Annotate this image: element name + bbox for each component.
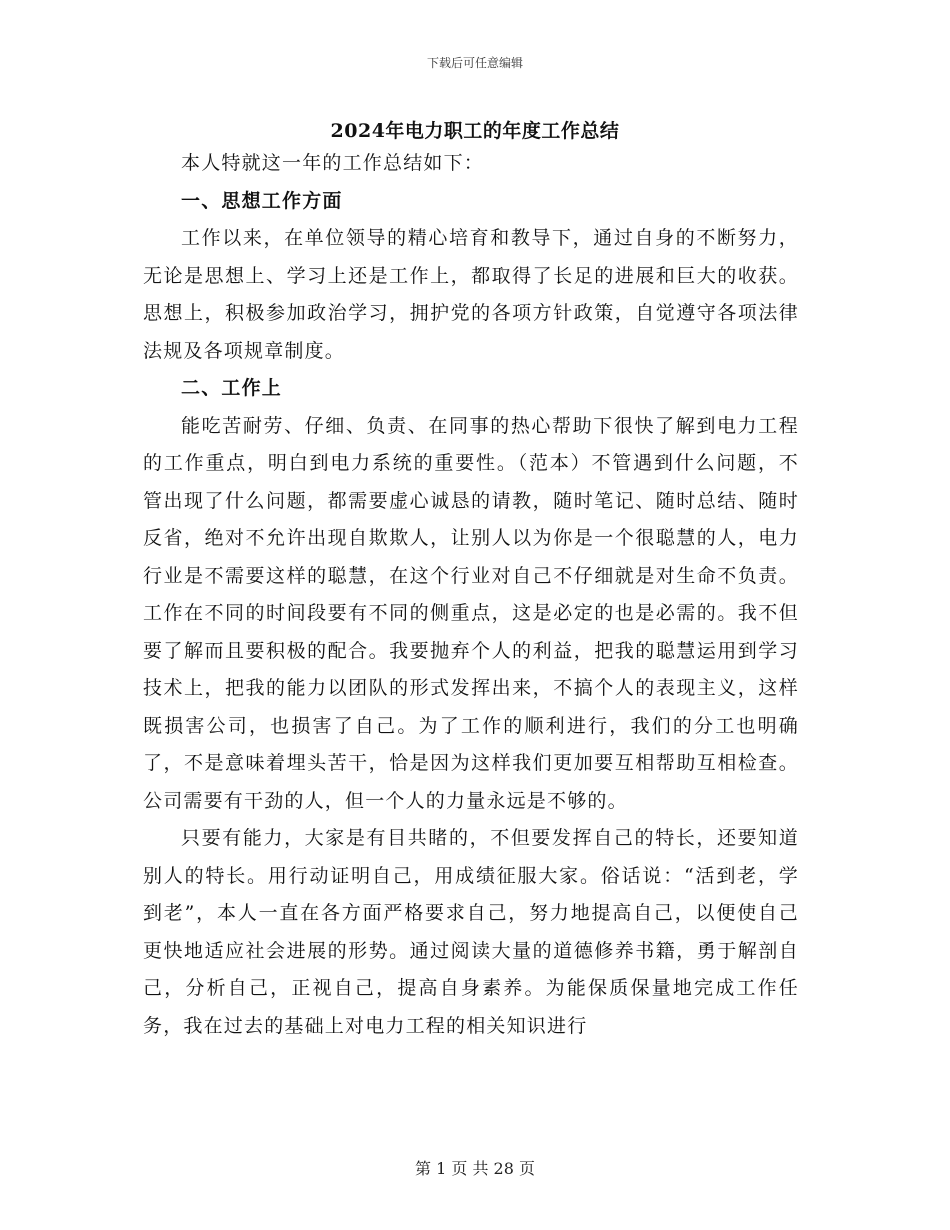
paragraph-thought: 工作以来，在单位领导的精心培育和教导下，通过自身的不断努力，无论是思想上、学习上还是工作上，都取得了长足的进展和巨大的收获。思想上，积极参加政治学习，拥护党的各项方针政策，自觉遵守各项法律法规及各项规章制度。 [143,227,799,362]
page-footer: 第 1 页 共 28 页 [415,1159,535,1178]
section-heading-thought: 一、思想工作方面 [181,189,343,212]
section-heading-work: 二、工作上 [181,377,283,399]
document-title: 2024年电力职工的年度工作总结 [330,120,620,142]
intro-paragraph: 本人特就这一年的工作总结如下： [181,152,485,174]
paragraph-work-1: 能吃苦耐劳、仔细、负责、在同事的热心帮助下很快了解到电力工程的工作重点，明白到电力系统的重要性。（范本）不管遇到什么问题，不管出现了什么问题，都需要虚心诚恳的请教，随时笔记、随时总结、随时反省，绝对不允许出现自欺欺人，让别人以为你是一个很聪慧的人，电力行业是不需要这样的聪慧，在这个行业对自己不仔细就是对生命不负责。工作在不同的时间段要有不同的侧重点，这是必定的也是必需的。我不但要了解而且要积极的配合。我要抛弃个人的利益，把我的聪慧运用到学习技术上，把我的能力以团队的形式发挥出来，不搞个人的表现主义，这样既损害公司，也损害了自己。为了工作的顺利进行，我们的分工也明确了，不是意味着埋头苦干，恰是因为这样我们更加要互相帮助互相检查。公司需要有干劲的人，但一个人的力量永远是不够的。 [143,414,799,812]
paragraph-work-2: 只要有能力，大家是有目共睹的，不但要发挥自己的特长，还要知道别人的特长。用行动证明自己，用成绩征服大家。俗话说：“活到老，学到老”，本人一直在各方面严格要求自己，努力地提高自己，以便使自己更快地适应社会进展的形势。通过阅读大量的道德修养书籍，勇于解剖自己，分析自己，正视自己，提高自身素养。为能保质保量地完成工作任务，我在过去的基础上对电力工程的相关知识进行 [143,827,799,1037]
document-body [143,145,799,1045]
header-note: 下载后可任意编辑 [426,56,523,70]
